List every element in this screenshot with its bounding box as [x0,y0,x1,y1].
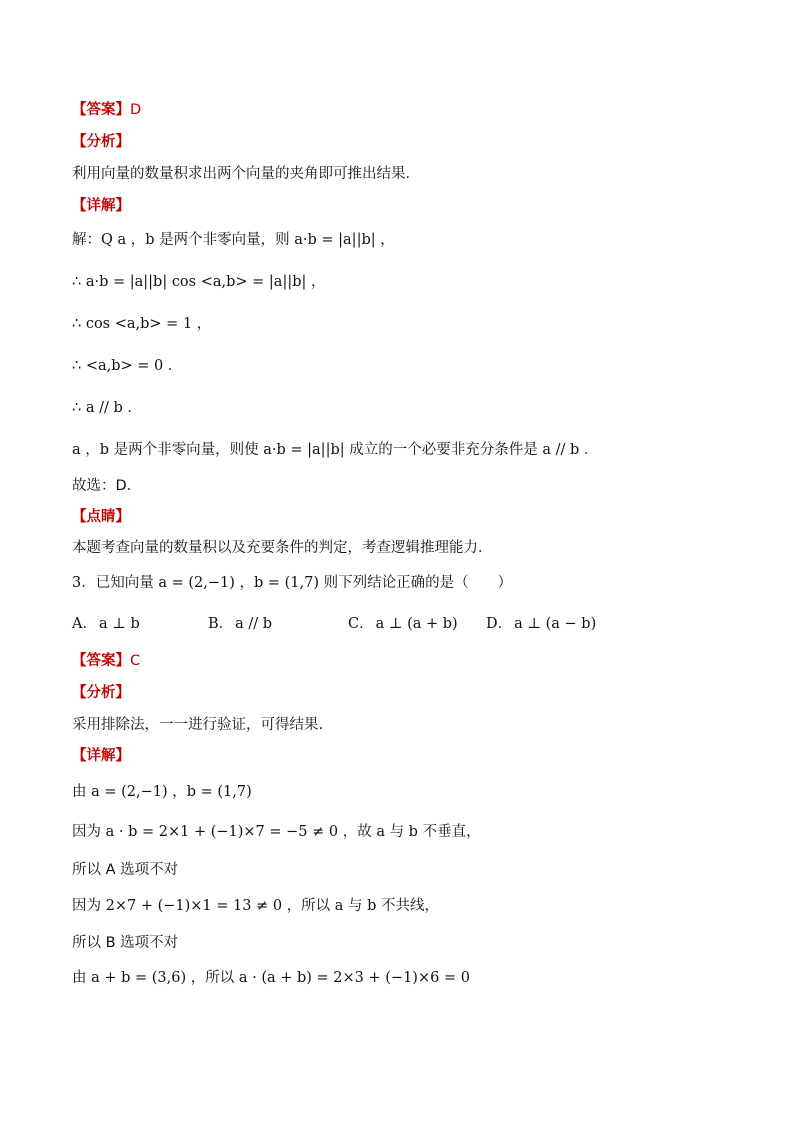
option-text: a ⊥ (a + b) [375,616,458,632]
option-label: B． [208,616,234,632]
detail-line: 故选：D． [72,478,142,494]
detail-line: a ，b 是两个非零向量，则使 a·b = |a||b| 成立的一个必要非充分条件是 a // b ． [72,442,599,458]
analysis-text: 采用排除法，一一进行验证，可得结果. [72,717,324,733]
comment-tag [72,507,754,527]
option-label: C． [348,616,374,632]
detail-line: 所以 B 选项不对 [72,935,179,951]
option-text: a ⊥ b [98,616,140,632]
analysis-text: 利用向量的数量积求出两个向量的夹角即可推出结果． [72,166,420,182]
analysis-tag [72,683,754,703]
detail-line: ∴ <a,b> = 0 ． [72,358,183,374]
answer-value: C [130,653,141,669]
detail-line: ∴ a // b ． [72,400,142,416]
option-text: a ⊥ (a − b) [514,616,597,632]
answer-tag: 【答案】 [72,653,130,669]
detail-line: ∴ cos <a,b> = 1 ， [72,316,212,332]
answer-row [72,651,754,671]
detail-line: 解：Q a ，b 是两个非零向量，则 a·b = |a||b| ， [72,232,395,248]
comment-tag-text: 【点睛】 [72,509,130,525]
detail-tag-text: 【详解】 [72,748,130,764]
option-d [486,614,596,634]
detail-line: 由 a = (2,−1) ，b = (1,7) [72,784,252,800]
answer-value: D [130,102,142,118]
option-text: a // b [235,616,273,632]
detail-line: 因为 2×7 + (−1)×1 = 13 ≠ 0 ，所以 a 与 b 不共线， [72,898,440,914]
option-b [208,614,272,634]
option-label: D． [486,616,513,632]
detail-line: 由 a + b = (3,6) ，所以 a · (a + b) = 2×3 + (−1)×6 = 0 [72,970,470,986]
option-label: A． [72,616,97,632]
detail-line: 因为 a · b = 2×1 + (−1)×7 = −5 ≠ 0 ，故 a 与 b 不垂直， [72,824,481,840]
detail-tag-text: 【详解】 [72,198,130,214]
detail-tag [72,746,754,766]
detail-line: ∴ a·b = |a||b| cos <a,b> = |a||b| ， [72,274,326,290]
detail-line: 所以 A 选项不对 [72,862,179,878]
question-stem: 3．已知向量 a = (2,−1) ，b = (1,7) 则下列结论正确的是（ ） [72,575,513,591]
answer-tag: 【答案】 [72,102,130,118]
option-a [72,614,140,634]
answer-row [72,100,754,120]
analysis-tag-text: 【分析】 [72,685,130,701]
analysis-tag [72,132,754,152]
analysis-tag-text: 【分析】 [72,134,130,150]
comment-text: 本题考查向量的数量积以及充要条件的判定，考查逻辑推理能力． [72,540,493,556]
option-c [348,614,458,634]
detail-tag [72,196,754,216]
